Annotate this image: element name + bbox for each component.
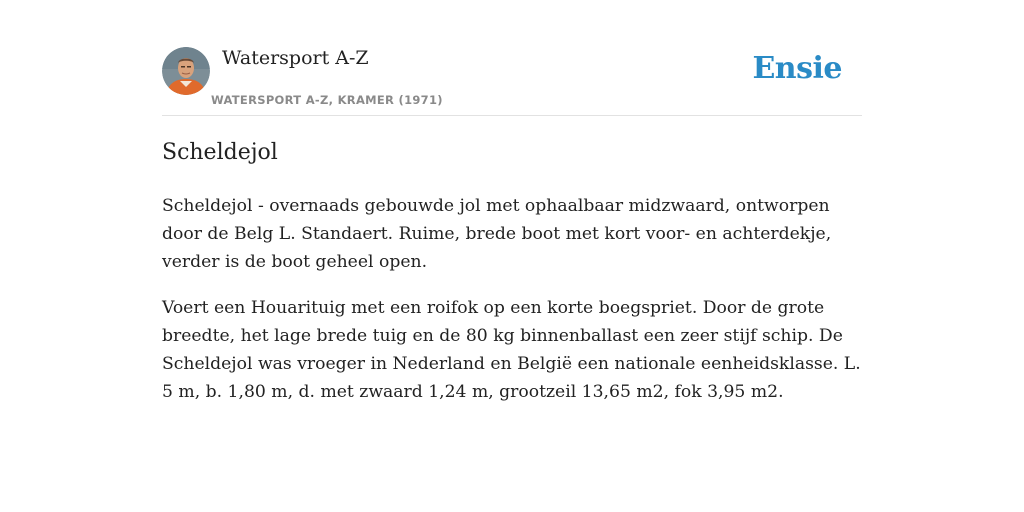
source-header bbox=[162, 46, 862, 116]
ensie-logo[interactable]: Ensie bbox=[752, 51, 842, 86]
entry-paragraph: Scheldejol - overnaads gebouwde jol met ophaalbaar midzwaard, ontworpen door de Belg L. Standaert. Ruime, brede boot met kort voor- en achterdekje, verder is de boot geheel open. bbox=[162, 196, 832, 272]
header-divider bbox=[162, 115, 862, 116]
entry-paragraph: Voert een Houarituig met een roifok op een korte boegspriet. Door de grote breedte, het lage brede tuig en de 80 kg binnenballast een zeer stijf schip. De Scheldejol was vroeger in Nederland en België een nationale eenheidsklasse. L. 5 m, b. 1,80 m, d. met zwaard 1,24 m, grootzeil 13,65 m2, fok 3,95 m2. bbox=[162, 298, 861, 402]
source-subtitle: WATERSPORT A-Z, KRAMER (1971) bbox=[211, 93, 443, 107]
entry-title: Scheldejol bbox=[162, 140, 278, 165]
entry-body bbox=[162, 192, 867, 424]
author-photo-icon bbox=[162, 47, 210, 95]
author-avatar[interactable] bbox=[162, 47, 210, 95]
source-title[interactable]: Watersport A-Z bbox=[222, 47, 369, 69]
